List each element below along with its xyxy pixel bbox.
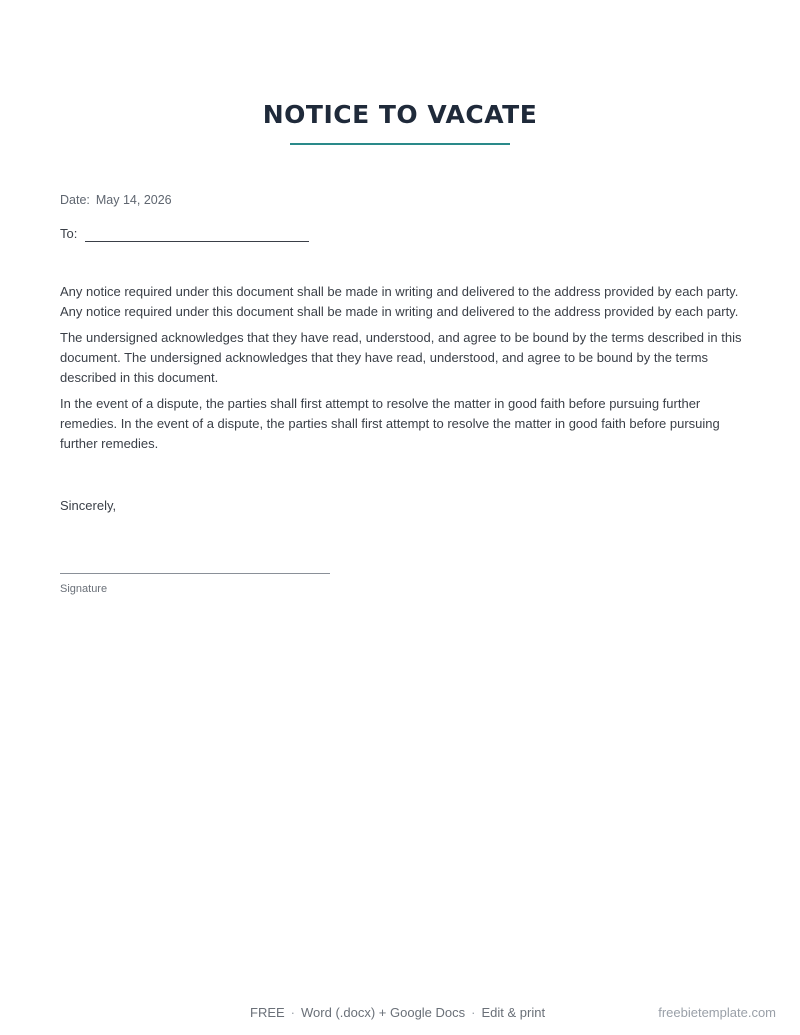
closing-text: Sincerely,	[60, 498, 117, 513]
recipient-line	[60, 226, 309, 242]
footer-formats: Word (.docx) + Google Docs	[301, 1005, 466, 1020]
footer-separator: ·	[290, 1005, 296, 1020]
document-body	[60, 282, 750, 460]
footer	[0, 1004, 800, 1022]
footer-free: FREE	[250, 1005, 285, 1020]
body-paragraph: In the event of a dispute, the parties shall first attempt to resolve the matter in good faith before pursuing further remedies. In the event of a dispute, the parties shall first attempt to resolve the matter in good faith before pursuing further remedies.	[60, 396, 720, 451]
footer-action: Edit & print	[481, 1005, 546, 1020]
body-paragraph: Any notice required under this document shall be made in writing and delivered to the address provided by each party. Any notice required under this document shall be made in writing and delivered to the address provided by each party.	[60, 284, 739, 319]
footer-info	[250, 1004, 545, 1022]
to-label: To:	[60, 226, 78, 241]
footer-site-link[interactable]: freebietemplate.com	[658, 1005, 776, 1020]
recipient-blank-field[interactable]	[85, 227, 309, 242]
date-value: May 14, 2026	[95, 193, 172, 207]
date-label: Date:	[60, 193, 90, 207]
date-line	[60, 192, 172, 208]
body-paragraph: The undersigned acknowledges that they have read, understood, and agree to be bound by the terms described in this document. The undersigned acknowledges that they have read, understood, and agree to be bound by the terms described in this document.	[60, 330, 742, 385]
signature-line[interactable]	[60, 573, 330, 574]
signature-label: Signature	[60, 583, 108, 595]
document-title: NOTICE TO VACATE	[262, 100, 538, 129]
title-underline	[290, 143, 510, 145]
footer-separator: ·	[471, 1005, 476, 1020]
